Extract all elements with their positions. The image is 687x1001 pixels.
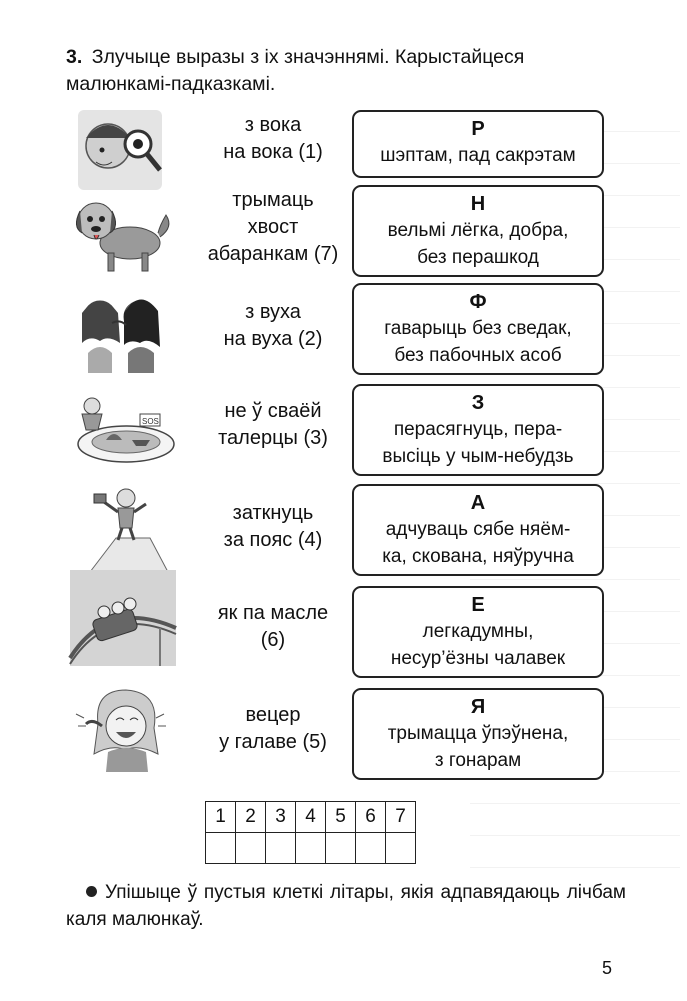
plate-with-boat-icon (68, 384, 178, 474)
phrase: заткнуць за пояс (4) (223, 502, 323, 551)
page-number: 5 (602, 958, 613, 978)
dog-icon (68, 187, 178, 277)
answer-cell[interactable] (266, 833, 296, 864)
phrase: вецер у галаве (5) (219, 704, 327, 753)
meaning-box: З перасягнуць, пера- высіць у чым-небудзь (352, 384, 604, 476)
answer-cell[interactable] (386, 833, 416, 864)
meaning-box: А адчуваць сябе няём- ка, скована, няўручна (352, 484, 604, 576)
boy-with-magnifier-icon (68, 104, 178, 194)
phrase: не ў сваёй талерцы (3) (218, 400, 328, 449)
laughing-girl-icon (68, 684, 178, 774)
match-row-3 (66, 283, 626, 378)
meaning-box: Ф гаварыць без сведак, без пабочных асоб (352, 283, 604, 375)
roller-coaster-icon (68, 568, 178, 668)
match-row-4 (66, 384, 626, 479)
meaning-letter: Е (471, 594, 485, 616)
match-row-2 (66, 185, 626, 280)
meaning-letter: Я (470, 696, 486, 718)
grid-number-cell: 5 (326, 802, 356, 833)
meaning-box: Я трымацца ўпэўнена, з гонарам (352, 688, 604, 780)
meaning-box: Е легкадумны, несур’ёзны чалавек (352, 586, 604, 678)
meaning-letter: Р (471, 118, 485, 140)
answer-cell[interactable] (296, 833, 326, 864)
answer-cell[interactable] (326, 833, 356, 864)
meaning-box: Р шэптам, пад сакрэтам (352, 110, 604, 178)
grid-number-cell: 1 (206, 802, 236, 833)
answer-cell[interactable] (236, 833, 266, 864)
grid-number-cell: 6 (356, 802, 386, 833)
grid-number-cell: 2 (236, 802, 266, 833)
girls-whispering-icon (68, 283, 178, 373)
match-row-7 (66, 688, 626, 783)
phrase: з вуха на вуха (2) (223, 301, 323, 350)
bullet-icon (86, 886, 97, 897)
match-row-6 (66, 586, 626, 681)
meaning-letter: Ф (469, 291, 487, 313)
phrase: як па масле (6) (217, 602, 329, 651)
answer-grid-numbers-row (206, 802, 416, 833)
answer-cell[interactable] (206, 833, 236, 864)
meaning-box: Н вельмі лёгка, добра, без перашкод (352, 185, 604, 277)
svg-text:SOS: SOS (142, 417, 159, 426)
note (66, 879, 626, 933)
meaning-letter: З (471, 392, 485, 414)
exercise-number: 3. (66, 46, 83, 68)
exercise-instruction: Злучыце выразы з іх значэннямі. Карыстайцеся малюнкамі-падказкамі. (66, 46, 525, 95)
answer-cell[interactable] (356, 833, 386, 864)
man-on-podium-icon (68, 484, 178, 574)
exercise-header (66, 44, 626, 98)
grid-number-cell: 3 (266, 802, 296, 833)
answer-grid (205, 801, 416, 864)
phrase: трымаць хвост абаранкам (7) (207, 189, 339, 265)
answer-grid-answers-row (206, 833, 416, 864)
grid-number-cell: 7 (386, 802, 416, 833)
grid-number-cell: 4 (296, 802, 326, 833)
match-row-5 (66, 484, 626, 579)
meaning-letter: А (470, 492, 486, 514)
note-text: Упішыце ў пустыя клеткі літары, якія адпавядаюць лічбам каля малюнкаў. (66, 882, 626, 930)
meaning-letter: Н (470, 193, 486, 215)
phrase: з вока на вока (1) (223, 114, 323, 163)
